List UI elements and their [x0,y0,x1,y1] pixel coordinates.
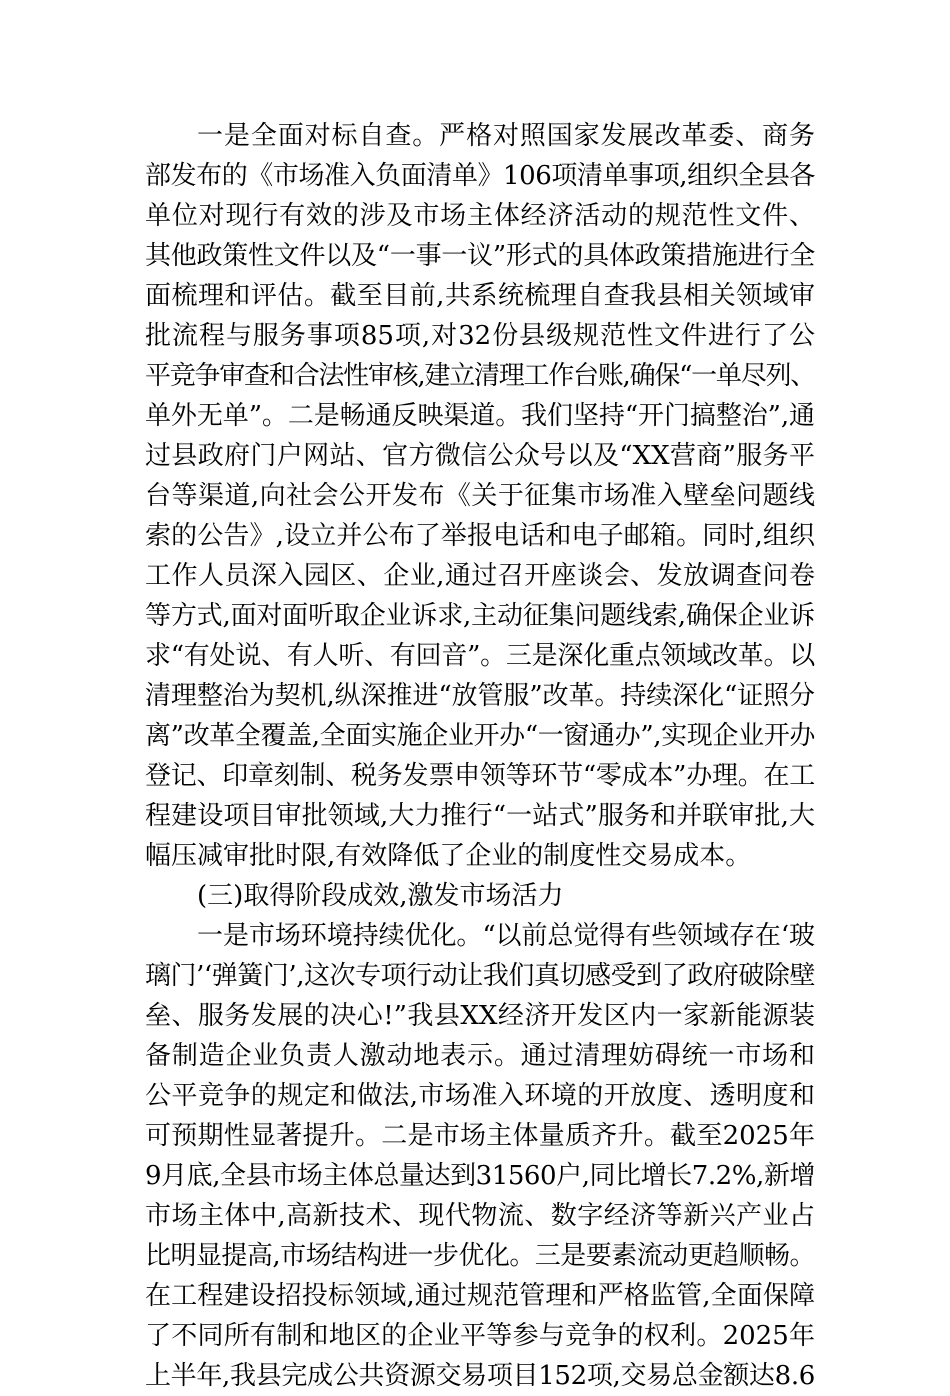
text-line: 过县政府门户网站、官方微信公众号以及“XX营商”服务平 [145,441,815,471]
text-line: 一是市场环境持续优化。“以前总觉得有些领域存在‘玻 [197,921,815,951]
text-line: 平竞争审查和合法性审核,建立清理工作台账,确保“一单尽列、 [145,361,815,391]
text-line: 单外无单”。二是畅通反映渠道。我们坚持“开门搞整治”,通 [145,401,815,431]
text-line: 了不同所有制和地区的企业平等参与竞争的权利。2025年 [145,1321,815,1351]
paragraph-results [145,916,815,1396]
text-line: 索的公告》,设立并公布了举报电话和电子邮箱。同时,组织 [145,521,815,551]
document-body [145,116,815,1396]
text-line: 工作人员深入园区、企业,通过召开座谈会、发放调查问卷 [145,561,815,591]
text-line: 上半年,我县完成公共资源交易项目152项,交易总金额达8.6 [145,1361,815,1391]
section-heading: (三)取得阶段成效,激发市场活力 [197,881,564,911]
text-line: 公平竞争的规定和做法,市场准入环境的开放度、透明度和 [145,1081,815,1111]
text-line: 批流程与服务事项85项,对32份县级规范性文件进行了公 [145,321,815,351]
paragraph-comprehensive-review [145,116,815,876]
text-line: 可预期性显著提升。二是市场主体量质齐升。截至2025年 [145,1121,815,1151]
text-line: 备制造企业负责人激动地表示。通过清理妨碍统一市场和 [145,1041,815,1071]
text-line: 部发布的《市场准入负面清单》106项清单事项,组织全县各 [145,161,815,191]
text-line: 比明显提高,市场结构进一步优化。三是要素流动更趋顺畅。 [145,1241,815,1271]
text-line: 离”改革全覆盖,全面实施企业开办“一窗通办”,实现企业开办 [145,721,816,751]
text-line: 幅压减审批时限,有效降低了企业的制度性交易成本。 [145,841,752,871]
text-line: 面梳理和评估。截至目前,共系统梳理自查我县相关领域审 [145,281,815,311]
text-line: 璃门’‘弹簧门’,这次专项行动让我们真切感受到了政府破除壁 [145,961,815,991]
text-line: 求“有处说、有人听、有回音”。三是深化重点领域改革。以 [145,641,815,671]
text-line: 程建设项目审批领域,大力推行“一站式”服务和并联审批,大 [145,801,815,831]
text-line: 登记、印章刻制、税务发票申领等环节“零成本”办理。在工 [145,761,815,791]
text-line: 单位对现行有效的涉及市场主体经济活动的规范性文件、 [145,201,815,231]
text-line: 垒、服务发展的决心!”我县XX经济开发区内一家新能源装 [145,1001,815,1031]
text-line: 等方式,面对面听取企业诉求,主动征集问题线索,确保企业诉 [145,601,815,631]
text-line: 在工程建设招投标领域,通过规范管理和严格监管,全面保障 [145,1281,815,1311]
text-line: 其他政策性文件以及“一事一议”形式的具体政策措施进行全 [145,241,815,271]
text-line: 台等渠道,向社会公开发布《关于征集市场准入壁垒问题线 [145,481,815,511]
text-line: 市场主体中,高新技术、现代物流、数字经济等新兴产业占 [145,1201,815,1231]
text-line: 清理整治为契机,纵深推进“放管服”改革。持续深化“证照分 [145,681,815,711]
text-line: 9月底,全县市场主体总量达到31560户,同比增长7.2%,新增 [145,1161,815,1191]
text-line: 一是全面对标自查。严格对照国家发展改革委、商务 [197,121,815,151]
